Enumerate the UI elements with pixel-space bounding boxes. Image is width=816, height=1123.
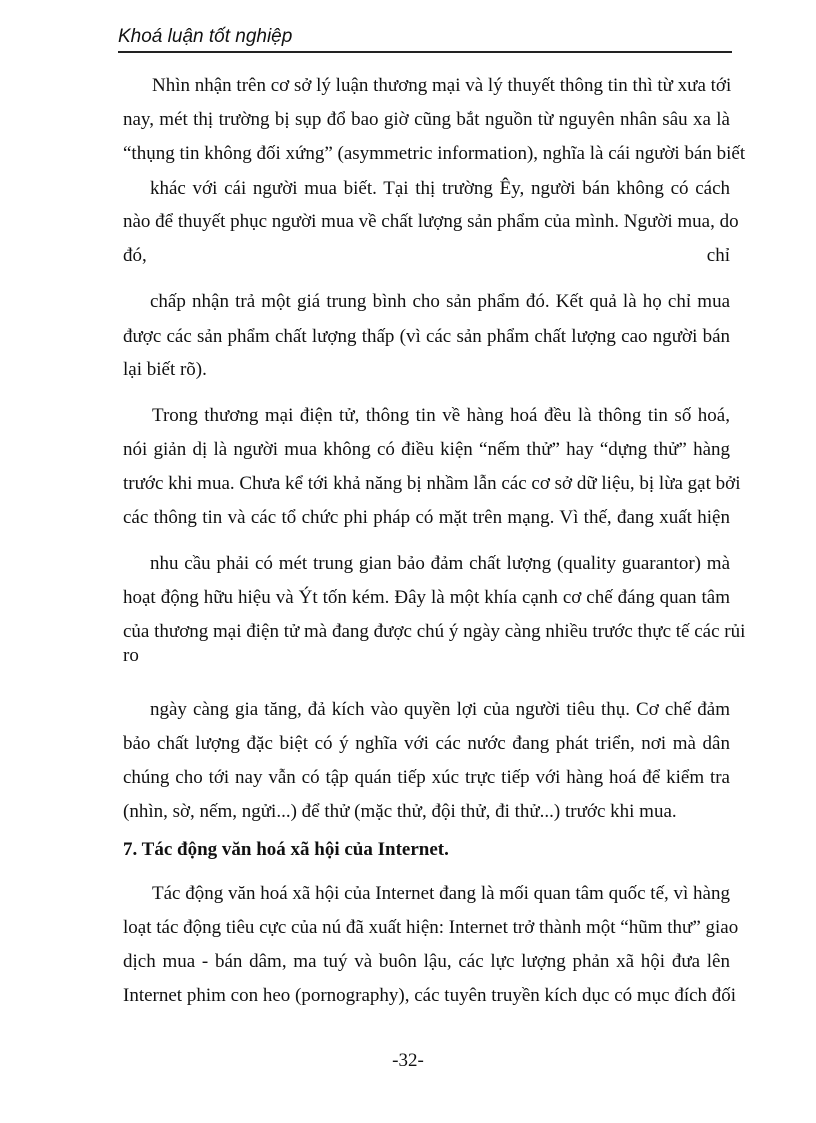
text-line: trước khi mua. Chưa kể tới khả năng bị nhầm lẫn các cơ sở dữ liệu, bị lừa gạt bởi [123,473,741,494]
header-rule [118,51,732,53]
text-line: của thương mại điện tử mà đang được chú ý ngày càng nhiều trước thực tế các rủi [123,621,746,642]
text-line: ngày càng gia tăng, đả kích vào quyền lợi của người tiêu thụ. Cơ chế đảm [150,699,730,720]
section-heading: 7. Tác động văn hoá xã hội của Internet. [123,839,449,860]
text-line: nay, mét thị trường bị sụp đổ bao giờ cũng bắt nguồn từ nguyên nhân sâu xa là [123,109,730,130]
text-line: ro [123,645,139,666]
text-line: nào để thuyết phục người mua về chất lượng sản phẩm của mình. Người mua, do [123,211,739,232]
text-line: bảo chất lượng đặc biệt có ý nghĩa với các nước đang phát triển, nơi mà dân [123,733,730,754]
text-line: Tác động văn hoá xã hội của Internet đang là mối quan tâm quốc tế, vì hàng [152,883,730,904]
text-line: dịch mua - bán dâm, ma tuý và buôn lậu, các lực lượng phản xã hội đưa lên [123,951,730,972]
text-line: các thông tin và các tổ chức phi pháp có mặt trên mạng. Vì thế, đang xuất hiện [123,507,730,528]
text-line: hoạt động hữu hiệu và Ýt tốn kém. Đây là một khía cạnh cơ chế đáng quan tâm [123,587,730,608]
text-line: loạt tác động tiêu cực của nú đã xuất hiện: Internet trở thành một “hũm thư” giao [123,917,739,938]
text-line: Nhìn nhận trên cơ sở lý luận thương mại và lý thuyết thông tin thì từ xưa tới [152,75,732,96]
text-line: nói giản dị là người mua không có điều kiện “nếm thử” hay “dựng thử” hàng [123,439,730,460]
text-line: Trong thương mại điện tử, thông tin về hàng hoá đều là thông tin số hoá, [152,405,730,426]
text-line: chấp nhận trả một giá trung bình cho sản phẩm đó. Kết quả là họ chỉ mua [150,291,730,312]
running-header: Khoá luận tốt nghiệp [118,26,293,47]
page-number: -32- [392,1050,424,1071]
text-line: chúng cho tới nay vẫn có tập quán tiếp xúc trực tiếp với hàng hoá để kiểm tra [123,767,730,788]
text-line: đó, chỉ [123,245,730,266]
text-line: (nhìn, sờ, nếm, ngửi...) để thử (mặc thử, đội thử, đi thử...) trước khi mua. [123,801,677,822]
text-line: “thụng tin không đối xứng” (asymmetric information), nghĩa là cái người bán biết [123,143,746,164]
text-line: Internet phim con heo (pornography), các tuyên truyền kích dục có mục đích đối [123,985,737,1006]
text-line: lại biết rõ). [123,359,207,380]
text-line: nhu cầu phải có mét trung gian bảo đảm chất lượng (quality guarantor) mà [150,553,730,574]
text-line: được các sản phẩm chất lượng thấp (vì các sản phẩm chất lượng cao người bán [123,326,730,347]
text-line: khác với cái người mua biết. Tại thị trường Êy, người bán không có cách [150,178,730,199]
